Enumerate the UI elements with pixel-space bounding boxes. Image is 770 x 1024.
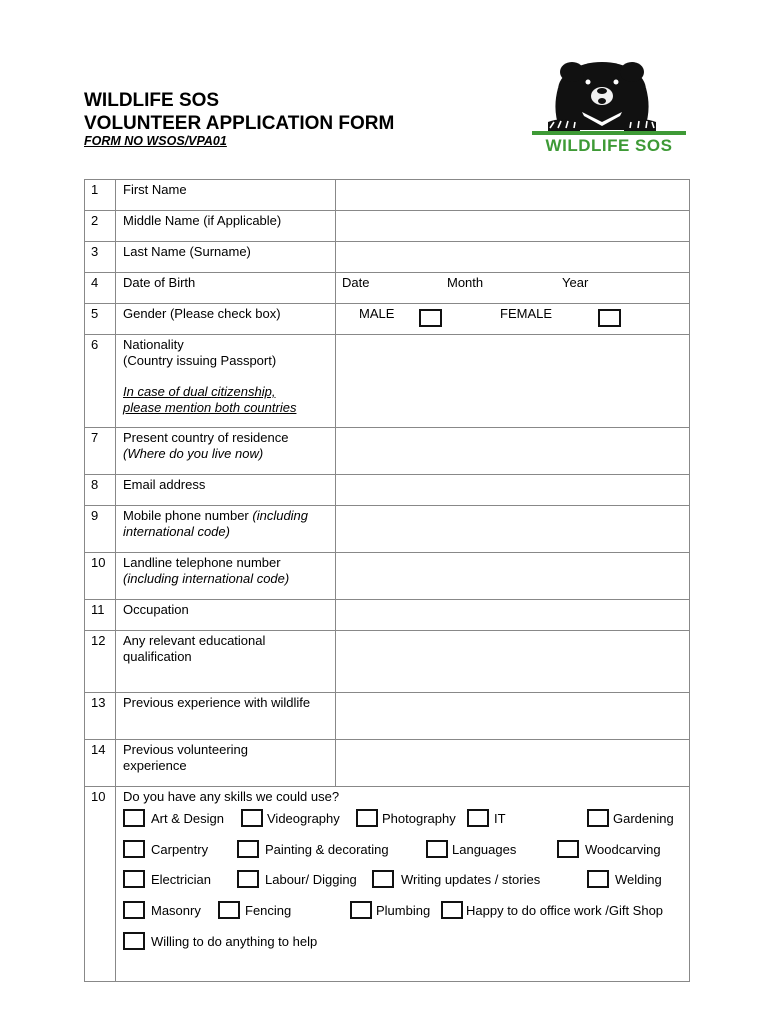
field-label: Occupation xyxy=(116,600,336,631)
row-number: 7 xyxy=(85,428,116,475)
row-number: 9 xyxy=(85,506,116,553)
art-design-checkbox[interactable] xyxy=(123,809,145,827)
row-number: 13 xyxy=(85,693,116,740)
field-label: First Name xyxy=(116,180,336,211)
row-number: 12 xyxy=(85,631,116,693)
nationality-sublabel: (Country issuing Passport) xyxy=(123,353,277,368)
field-label xyxy=(116,553,336,600)
field-label xyxy=(116,335,336,428)
languages-checkbox[interactable] xyxy=(426,840,448,858)
skills-cell xyxy=(116,787,690,982)
field-label: Date of Birth xyxy=(116,273,336,304)
fencing-checkbox[interactable] xyxy=(218,901,240,919)
first-name-field[interactable] xyxy=(336,180,690,211)
education-field[interactable] xyxy=(336,631,690,693)
dual-citizenship-note: In case of dual citizenship, xyxy=(123,384,276,399)
field-label xyxy=(116,428,336,475)
field-label xyxy=(116,631,336,693)
female-checkbox[interactable] xyxy=(598,309,621,327)
row-number: 5 xyxy=(85,304,116,335)
form-row xyxy=(85,273,690,304)
form-row xyxy=(85,304,690,335)
field-label: Last Name (Surname) xyxy=(116,242,336,273)
row-number: 10 xyxy=(85,553,116,600)
gardening-checkbox[interactable] xyxy=(587,809,609,827)
row-number: 4 xyxy=(85,273,116,304)
form-row xyxy=(85,428,690,475)
middle-name-field[interactable] xyxy=(336,211,690,242)
mobile-label: Mobile phone number xyxy=(123,508,249,523)
application-form-table xyxy=(84,179,690,982)
wildlife-sos-logo xyxy=(530,60,688,160)
form-row xyxy=(85,693,690,740)
volunteering-experience-field[interactable] xyxy=(336,740,690,787)
field-label: Gender (Please check box) xyxy=(116,304,336,335)
carpentry-checkbox[interactable] xyxy=(123,840,145,858)
masonry-checkbox[interactable] xyxy=(123,901,145,919)
form-number: FORM NO WSOS/VPA01 xyxy=(84,134,227,148)
last-name-field[interactable] xyxy=(336,242,690,273)
row-number: 2 xyxy=(85,211,116,242)
landline-field[interactable] xyxy=(336,553,690,600)
field-label xyxy=(116,740,336,787)
landline-sublabel: (including international code) xyxy=(123,571,290,586)
form-row xyxy=(85,787,690,982)
woodcarving-checkbox[interactable] xyxy=(557,840,579,858)
residence-field[interactable] xyxy=(336,428,690,475)
field-label: Previous experience with wildlife xyxy=(116,693,336,740)
form-title-org: WILDLIFE SOS xyxy=(84,90,220,111)
electrician-checkbox[interactable] xyxy=(123,870,145,888)
row-number: 11 xyxy=(85,600,116,631)
male-checkbox[interactable] xyxy=(419,309,442,327)
year-label: Year xyxy=(562,275,589,290)
form-row xyxy=(85,211,690,242)
painting-checkbox[interactable] xyxy=(237,840,259,858)
form-row xyxy=(85,475,690,506)
nationality-field[interactable] xyxy=(336,335,690,428)
welding-checkbox[interactable] xyxy=(587,870,609,888)
education-label: qualification xyxy=(123,649,192,664)
it-checkbox[interactable] xyxy=(467,809,489,827)
date-label: Date xyxy=(342,275,370,290)
skills-checklist: Art & Design Videography Photography IT Gardening Carpentry Painting & decorating Languages Woodcarving Electrician Labour/ Digging Writing updates / stories Welding Masonry Fencing Plumbing Happy to do office work /Gift Shop Willing to do anything to help xyxy=(123,805,689,981)
mobile-field[interactable] xyxy=(336,506,690,553)
field-label xyxy=(116,506,336,553)
sloth-bear-icon xyxy=(530,60,688,136)
field-label: Middle Name (if Applicable) xyxy=(116,211,336,242)
row-number: 3 xyxy=(85,242,116,273)
form-row xyxy=(85,506,690,553)
photography-checkbox[interactable] xyxy=(356,809,378,827)
skills-label: Do you have any skills we could use? xyxy=(123,789,340,804)
labour-checkbox[interactable] xyxy=(237,870,259,888)
office-work-checkbox[interactable] xyxy=(441,901,463,919)
row-number: 6 xyxy=(85,335,116,428)
dual-citizenship-note: please mention both countries xyxy=(123,400,297,415)
willing-anything-checkbox[interactable] xyxy=(123,932,145,950)
residence-sublabel: (Where do you live now) xyxy=(123,446,264,461)
date-of-birth-field[interactable] xyxy=(336,273,690,304)
plumbing-checkbox[interactable] xyxy=(350,901,372,919)
male-label: MALE xyxy=(359,306,395,321)
form-row xyxy=(85,335,690,428)
field-label: Email address xyxy=(116,475,336,506)
form-row xyxy=(85,242,690,273)
mobile-sublabel: (including xyxy=(252,508,309,523)
month-label: Month xyxy=(447,275,484,290)
volunteering-label: Previous volunteering xyxy=(123,742,249,757)
mobile-sublabel: international code) xyxy=(123,524,230,539)
writing-checkbox[interactable] xyxy=(372,870,394,888)
form-row xyxy=(85,553,690,600)
occupation-field[interactable] xyxy=(336,600,690,631)
residence-label: Present country of residence xyxy=(123,430,289,445)
row-number: 14 xyxy=(85,740,116,787)
form-row xyxy=(85,180,690,211)
row-number: 1 xyxy=(85,180,116,211)
wildlife-experience-field[interactable] xyxy=(336,693,690,740)
row-number: 8 xyxy=(85,475,116,506)
form-row xyxy=(85,740,690,787)
volunteering-label: experience xyxy=(123,758,187,773)
email-field[interactable] xyxy=(336,475,690,506)
form-title: VOLUNTEER APPLICATION FORM xyxy=(84,113,395,134)
videography-checkbox[interactable] xyxy=(241,809,263,827)
female-label: FEMALE xyxy=(500,306,553,321)
nationality-label: Nationality xyxy=(123,337,184,352)
gender-field xyxy=(336,304,690,335)
form-row xyxy=(85,631,690,693)
logo-wordmark: WILDLIFE SOS xyxy=(545,136,673,155)
row-number: 10 xyxy=(85,787,116,982)
form-row xyxy=(85,600,690,631)
education-label: Any relevant educational xyxy=(123,633,266,648)
landline-label: Landline telephone number xyxy=(123,555,281,570)
